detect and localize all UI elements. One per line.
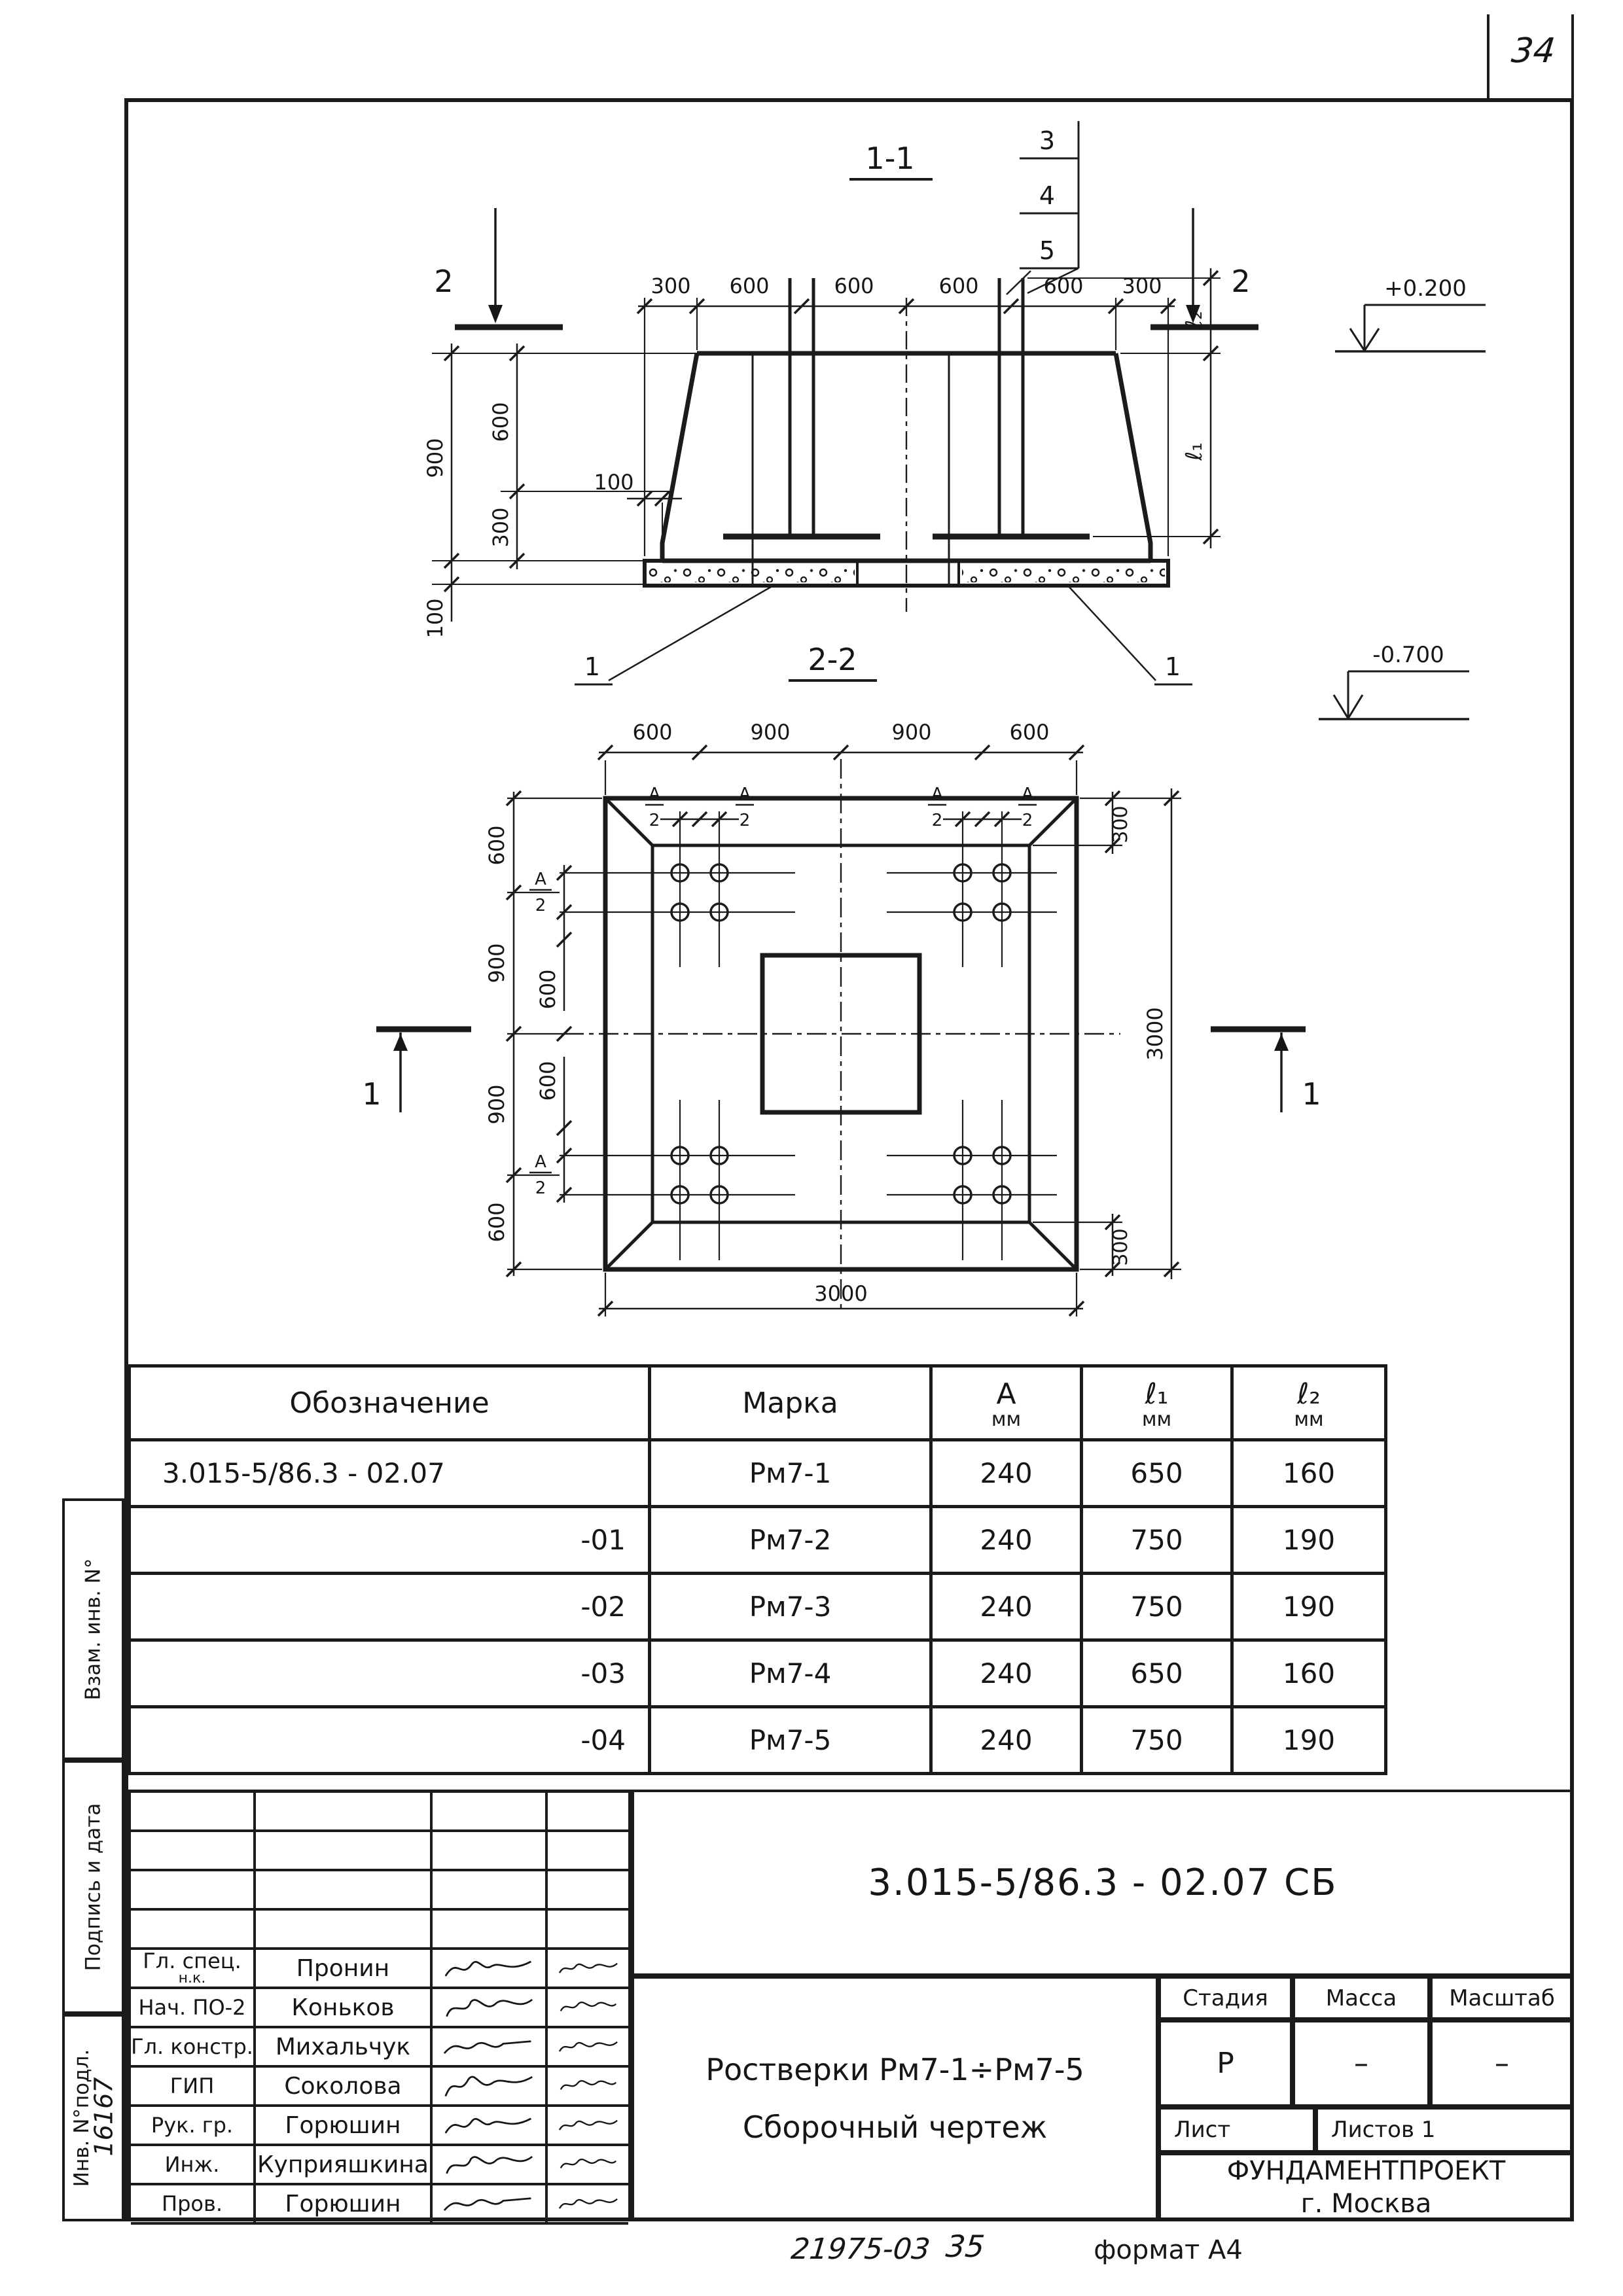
elevation-mark-bottom xyxy=(1319,642,1469,719)
margin-label: Инв. N°подл. xyxy=(70,2049,94,2187)
embedded-verticals xyxy=(753,353,949,584)
cut-label: 1 xyxy=(1302,1076,1321,1112)
frac-num: А xyxy=(535,870,546,889)
cell-mark: Рм7-5 xyxy=(650,1707,931,1774)
table-row xyxy=(130,1440,1386,1507)
dim-l2: ℓ₂ xyxy=(1181,311,1207,329)
callout-leader-line xyxy=(1007,271,1031,294)
frac-den: 2 xyxy=(535,896,546,915)
section-title-text: 1-1 xyxy=(865,141,915,176)
spec-table xyxy=(128,1364,1387,1775)
plan-title-text: 2-2 xyxy=(808,642,857,677)
signature-scribble xyxy=(433,2107,548,2146)
cut-label: 1 xyxy=(362,1076,382,1112)
col-header-a: А мм xyxy=(931,1366,1082,1440)
dim: 100 xyxy=(594,470,634,495)
dim: 600 xyxy=(484,825,509,866)
cut-arrow-icon xyxy=(488,305,503,323)
signer-role: Гл. констр. xyxy=(131,2028,256,2068)
cut-label: 2 xyxy=(1231,264,1251,299)
cell-designation: -02 xyxy=(130,1574,650,1640)
signer-role: Нач. ПО-2 xyxy=(131,1989,256,2028)
cell-l1: 750 xyxy=(1082,1507,1232,1574)
dim: 600 xyxy=(834,274,874,298)
col-header-l2: ℓ₂ мм xyxy=(1232,1366,1386,1440)
dim: 300 xyxy=(1109,1228,1132,1266)
cell-mark: Рм7-3 xyxy=(650,1574,931,1640)
date-scribble xyxy=(548,2028,628,2068)
callout-1: 1 xyxy=(1164,652,1181,681)
footer-sheet-number: 35 xyxy=(944,2229,987,2264)
dim: 900 xyxy=(423,438,448,478)
section-1-1 xyxy=(423,121,1486,719)
mass-label-cell: Масса xyxy=(1293,1976,1430,2020)
date-scribble xyxy=(548,1950,628,1989)
signature-scribble xyxy=(433,2028,548,2068)
cell-l2: 190 xyxy=(1232,1707,1386,1774)
cell-designation: 3.015-5/86.3 - 02.07 xyxy=(130,1440,650,1507)
signer-role: Пров. xyxy=(131,2185,256,2225)
organization-cell xyxy=(1158,2153,1574,2221)
cut-arrow-icon xyxy=(1274,1034,1289,1051)
stage-label-cell: Стадия xyxy=(1158,1976,1293,2020)
slab-callout-left xyxy=(575,584,776,684)
signer-name: Коньков xyxy=(256,1989,433,2028)
signer-role: ГИП xyxy=(131,2068,256,2107)
dim: 600 xyxy=(535,969,560,1010)
col-header-l1: ℓ₁ мм xyxy=(1082,1366,1232,1440)
date-scribble xyxy=(548,2068,628,2107)
table-row xyxy=(130,1640,1386,1707)
organization-city: г. Москва xyxy=(1300,2188,1432,2219)
signer-name: Пронин xyxy=(256,1950,433,1989)
dim: 300 xyxy=(1122,274,1162,298)
margin-label: Взам. инв. N° xyxy=(81,1558,105,1701)
dim: 600 xyxy=(938,274,979,298)
cell-l2: 160 xyxy=(1232,1640,1386,1707)
cell-mark: Рм7-2 xyxy=(650,1507,931,1574)
section-title xyxy=(865,141,914,176)
cell-a: 240 xyxy=(931,1640,1082,1707)
cell-designation: -01 xyxy=(130,1507,650,1574)
frac-num: А xyxy=(649,785,660,804)
dim: 3000 xyxy=(1143,1007,1168,1061)
cell-l1: 650 xyxy=(1082,1640,1232,1707)
table-row xyxy=(130,1574,1386,1640)
signer-role: Рук. гр. xyxy=(131,2107,256,2146)
cell-mark: Рм7-4 xyxy=(650,1640,931,1707)
page-number: 34 xyxy=(1509,31,1558,71)
signer-name: Горюшин xyxy=(256,2185,433,2225)
organization-name: ФУНДАМЕНТПРОЕКТ xyxy=(1226,2155,1506,2186)
cell-a: 240 xyxy=(931,1507,1082,1574)
frac-den: 2 xyxy=(931,811,943,830)
signature-scribble xyxy=(433,2068,548,2107)
section-left-dimension-chain xyxy=(423,344,697,639)
dim: 900 xyxy=(484,943,509,983)
cell-l2: 160 xyxy=(1232,1440,1386,1507)
product-title-line2: Сборочный чертеж xyxy=(742,2109,1048,2145)
cell-l2: 190 xyxy=(1232,1574,1386,1640)
dim: 900 xyxy=(750,720,791,745)
cell-a: 240 xyxy=(931,1574,1082,1640)
callout-3: 3 xyxy=(1039,126,1056,155)
frac-num: А xyxy=(535,1152,546,1172)
signature-scribble xyxy=(433,1950,548,1989)
callout-5: 5 xyxy=(1039,236,1056,265)
sheet-label-cell: Лист xyxy=(1158,2107,1315,2153)
dim: 600 xyxy=(729,274,770,298)
plan-top-dimension-chain xyxy=(598,720,1084,795)
dim: 600 xyxy=(535,1061,560,1101)
footer-format: формат А4 xyxy=(1094,2235,1243,2265)
cell-l2: 190 xyxy=(1232,1507,1386,1574)
dim: 900 xyxy=(484,1084,509,1125)
elevation-mark-top xyxy=(1335,275,1486,351)
cell-mark: Рм7-1 xyxy=(650,1440,931,1507)
table-row xyxy=(130,1707,1386,1774)
signer-role: Гл. спец. н.к. xyxy=(131,1950,256,1989)
frac-den: 2 xyxy=(1022,811,1033,830)
cut-arrow-icon xyxy=(393,1034,408,1051)
margin-label: Подпись и дата xyxy=(81,1803,105,1971)
plan-cut-mark-1-right xyxy=(1211,1029,1321,1112)
date-scribble xyxy=(548,1989,628,2028)
date-scribble xyxy=(548,2107,628,2146)
cell-designation: -03 xyxy=(130,1640,650,1707)
plan-2-2 xyxy=(362,642,1321,1316)
dim: 600 xyxy=(484,1202,509,1243)
callout-1: 1 xyxy=(584,652,601,681)
cell-designation: -04 xyxy=(130,1707,650,1774)
margin-cell-podpis xyxy=(62,1760,124,2014)
section-cut-mark-2-left xyxy=(434,208,563,327)
cell-a: 240 xyxy=(931,1707,1082,1774)
signature-scribble xyxy=(433,2185,548,2225)
dim: 900 xyxy=(891,720,932,745)
plan-left-dimension-chain xyxy=(484,791,602,1277)
anchor-bolt-groups xyxy=(560,811,1057,1260)
scale-label-cell: Масштаб xyxy=(1430,1976,1574,2020)
signer-name: Горюшин xyxy=(256,2107,433,2146)
signer-name: Соколова xyxy=(256,2068,433,2107)
cell-a: 240 xyxy=(931,1440,1082,1507)
frac-den: 2 xyxy=(739,811,751,830)
signer-role: Инж. xyxy=(131,2146,256,2185)
frac-den: 2 xyxy=(535,1178,546,1198)
sheets-count-cell: Листов 1 xyxy=(1315,2107,1574,2153)
document-number-cell: 3.015-5/86.3 - 02.07 СБ xyxy=(632,1790,1574,1976)
rebar-callout-stack xyxy=(1007,121,1079,294)
dim: 600 xyxy=(488,402,513,442)
slab-callout-right xyxy=(1067,584,1192,684)
col-header-designation: Обозначение xyxy=(130,1366,650,1440)
dim: 100 xyxy=(423,598,448,639)
product-title-cell xyxy=(632,1976,1158,2221)
mass-value-cell: – xyxy=(1293,2020,1430,2107)
dim-l1: ℓ₁ xyxy=(1181,442,1207,461)
signer-name: Куприяшкина xyxy=(256,2146,433,2185)
date-scribble xyxy=(548,2146,628,2185)
frac-num: А xyxy=(931,785,943,804)
margin-cell-vzam xyxy=(62,1498,124,1760)
product-title-line1: Ростверки Рм7-1÷Рм7-5 xyxy=(705,2052,1084,2088)
scale-value-cell: – xyxy=(1430,2020,1574,2107)
dim: 3000 xyxy=(814,1281,868,1306)
cell-l1: 750 xyxy=(1082,1574,1232,1640)
signature-scribble xyxy=(433,2146,548,2185)
frac-den: 2 xyxy=(649,811,660,830)
frac-num: А xyxy=(1022,785,1033,804)
dim: 600 xyxy=(1009,720,1050,745)
elevation-value: +0.200 xyxy=(1384,275,1467,302)
plan-cut-mark-1-left xyxy=(362,1029,471,1112)
cell-l1: 650 xyxy=(1082,1440,1232,1507)
signature-scribble xyxy=(433,1989,548,2028)
cell-l1: 750 xyxy=(1082,1707,1232,1774)
elevation-value: -0.700 xyxy=(1372,642,1444,668)
col-header-mark: Марка xyxy=(650,1366,931,1440)
dim: 300 xyxy=(651,274,691,298)
frac-num: А xyxy=(739,785,751,804)
inventory-number: 16167 xyxy=(89,2077,118,2157)
date-scribble xyxy=(548,2185,628,2225)
cut-label: 2 xyxy=(434,264,454,299)
dim: 300 xyxy=(1109,805,1132,843)
footer-doc-code: 21975-03 xyxy=(789,2233,932,2266)
callout-4: 4 xyxy=(1039,181,1056,210)
signer-name: Михальчук xyxy=(256,2028,433,2068)
stage-value-cell: Р xyxy=(1158,2020,1293,2107)
dim: 600 xyxy=(632,720,673,745)
dim: 300 xyxy=(488,507,513,548)
dim: 600 xyxy=(1043,274,1084,298)
table-row xyxy=(130,1507,1386,1574)
title-block-signature-grid xyxy=(128,1790,632,2221)
